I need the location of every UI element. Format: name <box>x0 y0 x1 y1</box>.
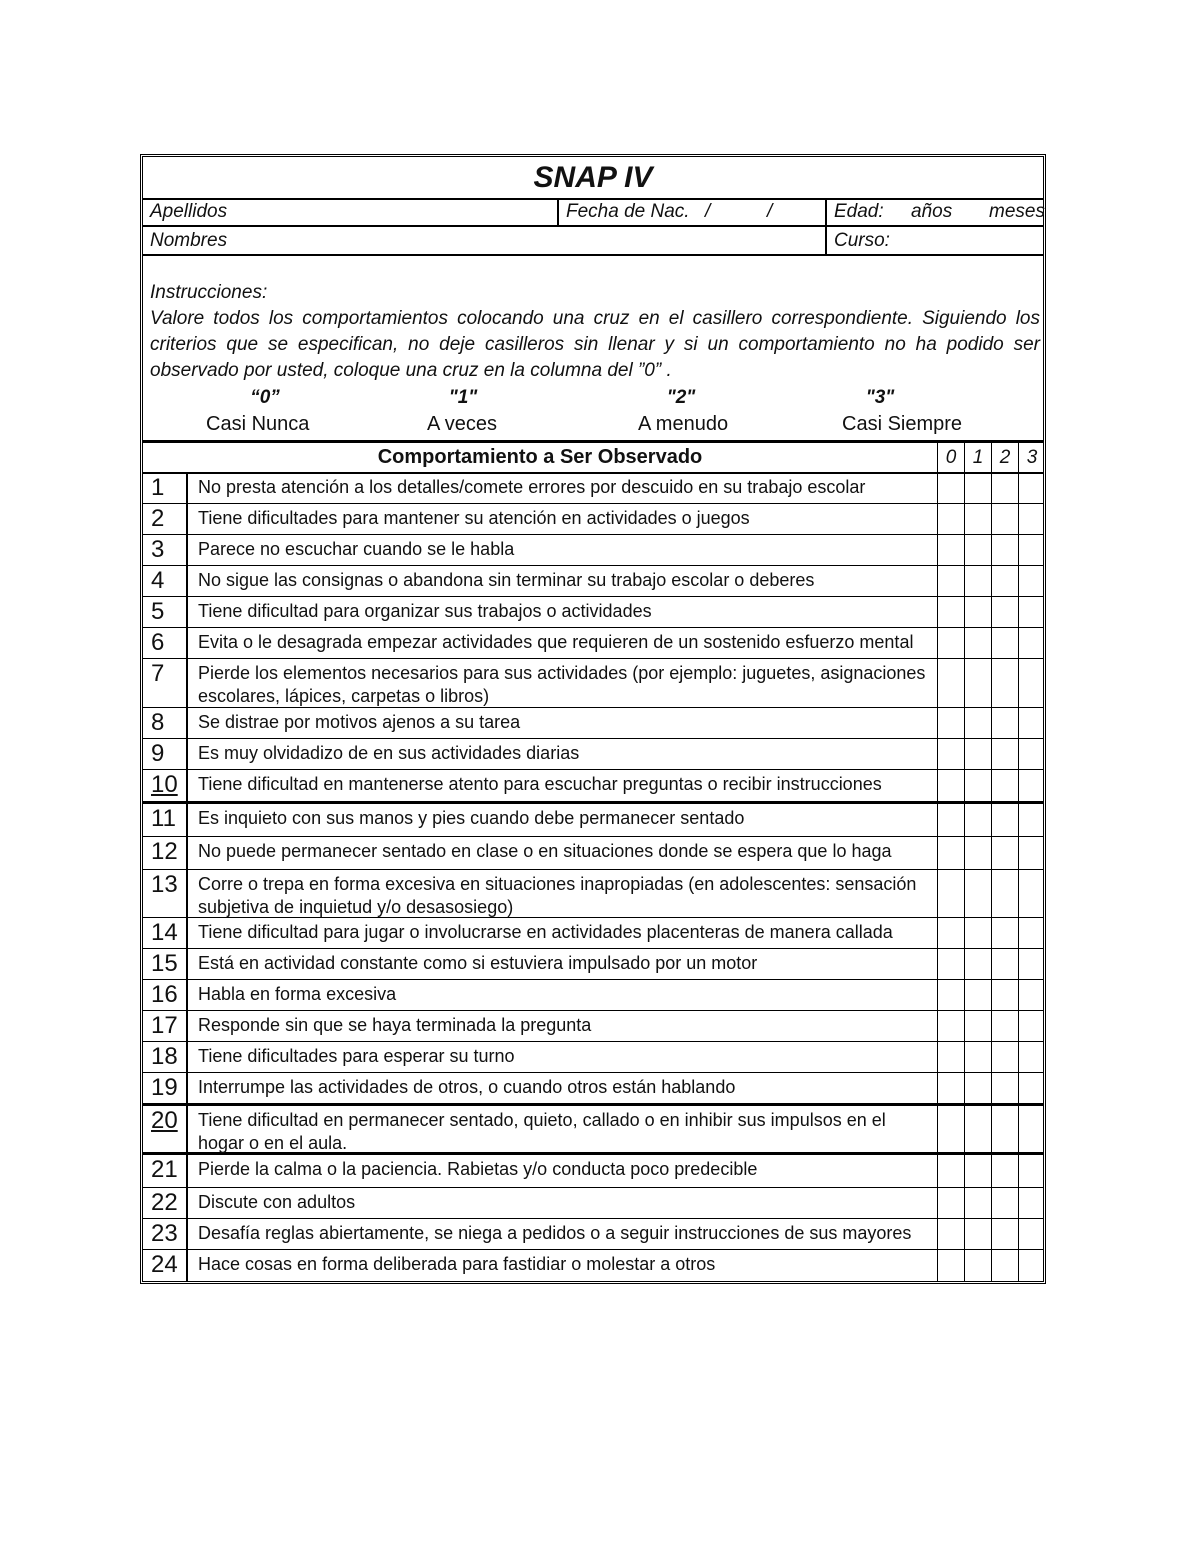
table-row <box>143 770 1043 804</box>
score-checkbox-3[interactable] <box>1018 770 1045 801</box>
score-checkbox-1[interactable] <box>964 1155 991 1187</box>
item-number-label: 8 <box>151 709 165 736</box>
score-checkbox-0[interactable] <box>937 566 964 596</box>
instructions-block <box>150 280 1040 384</box>
scale-label-3: Casi Siempre <box>842 413 963 435</box>
table-row <box>143 804 1043 837</box>
item-number-label: 16 <box>151 981 178 1008</box>
score-checkbox-3[interactable] <box>1018 870 1045 917</box>
scale-label-0: Casi Nunca <box>206 413 310 435</box>
item-number-label: 20 <box>151 1107 178 1134</box>
item-text: Corre o trepa en forma excesiva en situaciones inapropiadas (en adolescentes: sensación subjetiva de inquietud y/o desasosiego) <box>198 874 917 917</box>
score-checkbox-2[interactable] <box>991 980 1018 1010</box>
edad-label: Edad: <box>834 201 884 222</box>
score-checkbox-3[interactable] <box>1018 504 1045 534</box>
item-text: Pierde la calma o la paciencia. Rabietas y/o conducta poco predecible <box>198 1159 758 1179</box>
item-number <box>143 1155 188 1187</box>
item-number-label: 19 <box>151 1074 178 1101</box>
item-text: Pierde los elementos necesarios para sus actividades (por ejemplo: juguetes, asignaciones escolares, lápices, carpetas o libros) <box>198 663 926 706</box>
score-checkbox-0[interactable] <box>937 535 964 565</box>
score-checkbox-0[interactable] <box>937 628 964 658</box>
item-number-label: 21 <box>151 1156 178 1183</box>
score-checkbox-3[interactable] <box>1018 1155 1045 1187</box>
score-checkbox-0[interactable] <box>937 1073 964 1103</box>
score-checkbox-0[interactable] <box>937 1250 964 1281</box>
score-checkbox-3[interactable] <box>1018 949 1045 979</box>
score-column-3: 3 <box>1018 443 1045 472</box>
item-number-label: 9 <box>151 740 165 767</box>
score-checkbox-0[interactable] <box>937 804 964 836</box>
score-checkbox-0[interactable] <box>937 980 964 1010</box>
nombres-field[interactable] <box>143 227 825 254</box>
item-text: Parece no escuchar cuando se le habla <box>198 539 515 559</box>
score-checkbox-1[interactable] <box>964 918 991 948</box>
score-checkbox-2[interactable] <box>991 708 1018 738</box>
score-checkbox-1[interactable] <box>964 628 991 658</box>
score-checkbox-0[interactable] <box>937 708 964 738</box>
score-checkbox-2[interactable] <box>991 1042 1018 1072</box>
score-checkbox-0[interactable] <box>937 1219 964 1249</box>
item-number-label: 17 <box>151 1012 178 1039</box>
score-checkbox-2[interactable] <box>991 659 1018 707</box>
score-checkbox-2[interactable] <box>991 535 1018 565</box>
score-checkbox-3[interactable] <box>1018 1042 1045 1072</box>
scale-code-0: “0” <box>250 387 280 408</box>
item-number <box>143 1073 188 1103</box>
table-row <box>143 504 1043 535</box>
item-text: Es muy olvidadizo de en sus actividades diarias <box>198 743 580 763</box>
header-row-nombres <box>143 227 1043 256</box>
item-number-label: 6 <box>151 629 165 656</box>
score-checkbox-2[interactable] <box>991 1219 1018 1249</box>
item-number <box>143 535 188 565</box>
item-number <box>143 1250 188 1281</box>
score-checkbox-2[interactable] <box>991 1155 1018 1187</box>
item-number <box>143 770 188 801</box>
table-row <box>143 870 1043 918</box>
table-header-title: Comportamiento a Ser Observado <box>377 446 703 468</box>
score-checkbox-0[interactable] <box>937 597 964 627</box>
score-checkbox-1[interactable] <box>964 949 991 979</box>
item-number <box>143 628 188 658</box>
table-row <box>143 597 1043 628</box>
item-number <box>143 597 188 627</box>
score-checkbox-1[interactable] <box>964 708 991 738</box>
item-number-label: 24 <box>151 1251 178 1278</box>
item-number <box>143 566 188 596</box>
score-checkbox-3[interactable] <box>1018 566 1045 596</box>
item-text: Evita o le desagrada empezar actividades que requieren de un sostenido esfuerzo mental <box>198 632 914 652</box>
anos-label: años <box>911 201 953 222</box>
item-number <box>143 870 188 917</box>
score-checkbox-0[interactable] <box>937 870 964 917</box>
score-checkbox-1[interactable] <box>964 870 991 917</box>
table-row <box>143 1042 1043 1073</box>
table-row <box>143 473 1043 504</box>
item-number-label: 12 <box>151 838 178 865</box>
scale-code-1: "1" <box>448 387 478 408</box>
score-checkbox-3[interactable] <box>1018 628 1045 658</box>
score-checkbox-2[interactable] <box>991 504 1018 534</box>
score-checkbox-3[interactable] <box>1018 804 1045 836</box>
item-number <box>143 1188 188 1218</box>
item-number-label: 14 <box>151 919 178 946</box>
apellidos-field[interactable] <box>143 198 557 225</box>
score-checkbox-1[interactable] <box>964 837 991 869</box>
table-row <box>143 566 1043 597</box>
item-number-label: 1 <box>151 474 165 501</box>
header-row-apellidos <box>143 198 1043 227</box>
item-text: Habla en forma excesiva <box>198 984 397 1004</box>
item-number <box>143 708 188 738</box>
score-checkbox-1[interactable] <box>964 535 991 565</box>
item-number <box>143 804 188 836</box>
score-checkbox-0[interactable] <box>937 837 964 869</box>
score-checkbox-3[interactable] <box>1018 1011 1045 1041</box>
item-number-label: 11 <box>151 805 176 832</box>
score-checkbox-0[interactable] <box>937 504 964 534</box>
scale-label-2: A menudo <box>638 413 729 435</box>
item-text: Interrumpe las actividades de otros, o cuando otros están hablando <box>198 1077 736 1097</box>
table-row <box>143 1188 1043 1219</box>
score-checkbox-3[interactable] <box>1018 1219 1045 1249</box>
score-checkbox-0[interactable] <box>937 770 964 801</box>
score-checkbox-0[interactable] <box>937 659 964 707</box>
item-text: Tiene dificultad en mantenerse atento para escuchar preguntas o recibir instrucciones <box>198 774 882 794</box>
apellidos-label: Apellidos <box>150 201 228 222</box>
score-checkbox-1[interactable] <box>964 770 991 801</box>
scale-code-2: "2" <box>666 387 696 408</box>
table-row <box>143 1106 1043 1155</box>
score-checkbox-1[interactable] <box>964 659 991 707</box>
curso-field[interactable] <box>825 227 1043 254</box>
scale-code-3: "3" <box>865 387 895 408</box>
score-checkbox-2[interactable] <box>991 804 1018 836</box>
form-title: SNAP IV <box>533 161 653 194</box>
table-row <box>143 1155 1043 1188</box>
score-checkbox-0[interactable] <box>937 918 964 948</box>
score-checkbox-1[interactable] <box>964 1073 991 1103</box>
table-row <box>143 918 1043 949</box>
item-number <box>143 1011 188 1041</box>
scale-label-1: A veces <box>427 413 498 435</box>
score-column-1: 1 <box>964 443 991 472</box>
score-checkbox-3[interactable] <box>1018 1188 1045 1218</box>
item-number <box>143 739 188 769</box>
item-number <box>143 980 188 1010</box>
table-row <box>143 1219 1043 1250</box>
item-text: Tiene dificultad para jugar o involucrarse en actividades placenteras de manera callada <box>198 922 893 942</box>
item-number-label: 7 <box>151 660 165 687</box>
item-text: Está en actividad constante como si estuviera impulsado por un motor <box>198 953 758 973</box>
score-checkbox-0[interactable] <box>937 1106 964 1152</box>
table-row <box>143 949 1043 980</box>
table-row <box>143 980 1043 1011</box>
score-checkbox-0[interactable] <box>937 949 964 979</box>
score-checkbox-2[interactable] <box>991 918 1018 948</box>
score-checkbox-2[interactable] <box>991 1073 1018 1103</box>
score-checkbox-1[interactable] <box>964 1188 991 1218</box>
score-checkbox-3[interactable] <box>1018 659 1045 707</box>
item-text: Es inquieto con sus manos y pies cuando debe permanecer sentado <box>198 808 745 828</box>
score-checkbox-2[interactable] <box>991 473 1018 503</box>
score-checkbox-3[interactable] <box>1018 597 1045 627</box>
item-text: Tiene dificultad para organizar sus trabajos o actividades <box>198 601 652 621</box>
curso-label: Curso: <box>834 230 890 251</box>
table-row <box>143 1250 1043 1282</box>
score-checkbox-0[interactable] <box>937 1188 964 1218</box>
score-checkbox-1[interactable] <box>964 739 991 769</box>
score-checkbox-3[interactable] <box>1018 918 1045 948</box>
score-checkbox-2[interactable] <box>991 628 1018 658</box>
score-checkbox-1[interactable] <box>964 566 991 596</box>
item-number-label: 4 <box>151 567 165 594</box>
item-text: Hace cosas en forma deliberada para fastidiar o molestar a otros <box>198 1254 716 1274</box>
score-checkbox-2[interactable] <box>991 1106 1018 1152</box>
score-checkbox-3[interactable] <box>1018 837 1045 869</box>
score-checkbox-1[interactable] <box>964 1250 991 1281</box>
item-number-label: 5 <box>151 598 165 625</box>
score-checkbox-1[interactable] <box>964 980 991 1010</box>
item-number-label: 15 <box>151 950 178 977</box>
score-checkbox-3[interactable] <box>1018 1250 1045 1281</box>
score-checkbox-1[interactable] <box>964 597 991 627</box>
score-checkbox-3[interactable] <box>1018 708 1045 738</box>
form-title-band <box>143 157 1043 200</box>
score-checkbox-0[interactable] <box>937 1011 964 1041</box>
score-checkbox-1[interactable] <box>964 1011 991 1041</box>
score-checkbox-0[interactable] <box>937 1155 964 1187</box>
score-checkbox-3[interactable] <box>1018 980 1045 1010</box>
item-number-label: 18 <box>151 1043 178 1070</box>
score-checkbox-2[interactable] <box>991 1250 1018 1281</box>
score-checkbox-1[interactable] <box>964 473 991 503</box>
score-column-0: 0 <box>937 443 964 472</box>
fecha-nac-field[interactable] <box>557 198 825 225</box>
meses-label: meses <box>989 201 1045 222</box>
item-text: Tiene dificultades para esperar su turno <box>198 1046 515 1066</box>
item-number-label: 3 <box>151 536 165 563</box>
score-checkbox-3[interactable] <box>1018 1073 1045 1103</box>
item-number <box>143 949 188 979</box>
item-text: Tiene dificultades para mantener su atención en actividades o juegos <box>198 508 750 528</box>
item-text: Desafía reglas abiertamente, se niega a pedidos o a seguir instrucciones de sus mayores <box>198 1223 912 1243</box>
item-number <box>143 1219 188 1249</box>
item-text: Discute con adultos <box>198 1192 356 1212</box>
score-checkbox-2[interactable] <box>991 949 1018 979</box>
score-checkbox-1[interactable] <box>964 1219 991 1249</box>
score-checkbox-2[interactable] <box>991 837 1018 869</box>
item-number-label: 2 <box>151 505 165 532</box>
instructions-body: Valore todos los comportamientos colocando una cruz en el casillero correspondiente. Siguiendo los criterios que se especifican, no deje casilleros sin llenar y si un comportamiento no ha podido ser observado por usted, coloque una cruz en la columna del ”0” . <box>150 308 1040 381</box>
score-checkbox-1[interactable] <box>964 804 991 836</box>
score-checkbox-1[interactable] <box>964 1042 991 1072</box>
score-checkbox-0[interactable] <box>937 1042 964 1072</box>
date-separator: / <box>767 201 773 222</box>
score-checkbox-0[interactable] <box>937 739 964 769</box>
table-row <box>143 659 1043 708</box>
score-checkbox-1[interactable] <box>964 1106 991 1152</box>
score-checkbox-2[interactable] <box>991 566 1018 596</box>
score-checkbox-2[interactable] <box>991 597 1018 627</box>
item-text: No sigue las consignas o abandona sin terminar su trabajo escolar o deberes <box>198 570 815 590</box>
item-number <box>143 504 188 534</box>
item-text: Se distrae por motivos ajenos a su tarea <box>198 712 521 732</box>
score-checkbox-3[interactable] <box>1018 1106 1045 1152</box>
snap-iv-form <box>140 154 1046 1284</box>
score-column-2: 2 <box>991 443 1018 472</box>
score-checkbox-1[interactable] <box>964 504 991 534</box>
item-number <box>143 473 188 503</box>
instructions-label: Instrucciones: <box>150 282 268 303</box>
edad-field[interactable] <box>825 198 1043 225</box>
score-checkbox-3[interactable] <box>1018 739 1045 769</box>
score-checkbox-3[interactable] <box>1018 535 1045 565</box>
item-number-label: 22 <box>151 1189 178 1216</box>
score-checkbox-2[interactable] <box>991 770 1018 801</box>
nombres-label: Nombres <box>150 230 228 251</box>
table-row <box>143 708 1043 739</box>
score-checkbox-2[interactable] <box>991 739 1018 769</box>
score-checkbox-2[interactable] <box>991 1188 1018 1218</box>
fecha-nac-label: Fecha de Nac. <box>566 201 690 222</box>
date-separator: / <box>705 201 711 222</box>
table-header <box>143 440 1043 474</box>
score-checkbox-2[interactable] <box>991 870 1018 917</box>
item-text: Responde sin que se haya terminada la pregunta <box>198 1015 592 1035</box>
score-checkbox-2[interactable] <box>991 1011 1018 1041</box>
item-text: No presta atención a los detalles/comete errores por descuido en su trabajo escolar <box>198 477 866 497</box>
item-number-label: 23 <box>151 1220 178 1247</box>
item-number <box>143 659 188 707</box>
item-number <box>143 1042 188 1072</box>
table-row <box>143 1073 1043 1106</box>
score-checkbox-0[interactable] <box>937 473 964 503</box>
item-text: No puede permanecer sentado en clase o en situaciones donde se espera que lo haga <box>198 841 892 861</box>
item-text: Tiene dificultad en permanecer sentado, quieto, callado o en inhibir sus impulsos en el hogar o en el aula. <box>198 1110 886 1153</box>
item-number <box>143 1106 188 1152</box>
table-row <box>143 739 1043 770</box>
table-row <box>143 837 1043 870</box>
table-row <box>143 628 1043 659</box>
item-number-label: 10 <box>151 771 178 798</box>
table-row <box>143 1011 1043 1042</box>
item-number <box>143 837 188 869</box>
score-checkbox-3[interactable] <box>1018 473 1045 503</box>
item-number-label: 13 <box>151 871 178 898</box>
table-row <box>143 535 1043 566</box>
item-number <box>143 918 188 948</box>
